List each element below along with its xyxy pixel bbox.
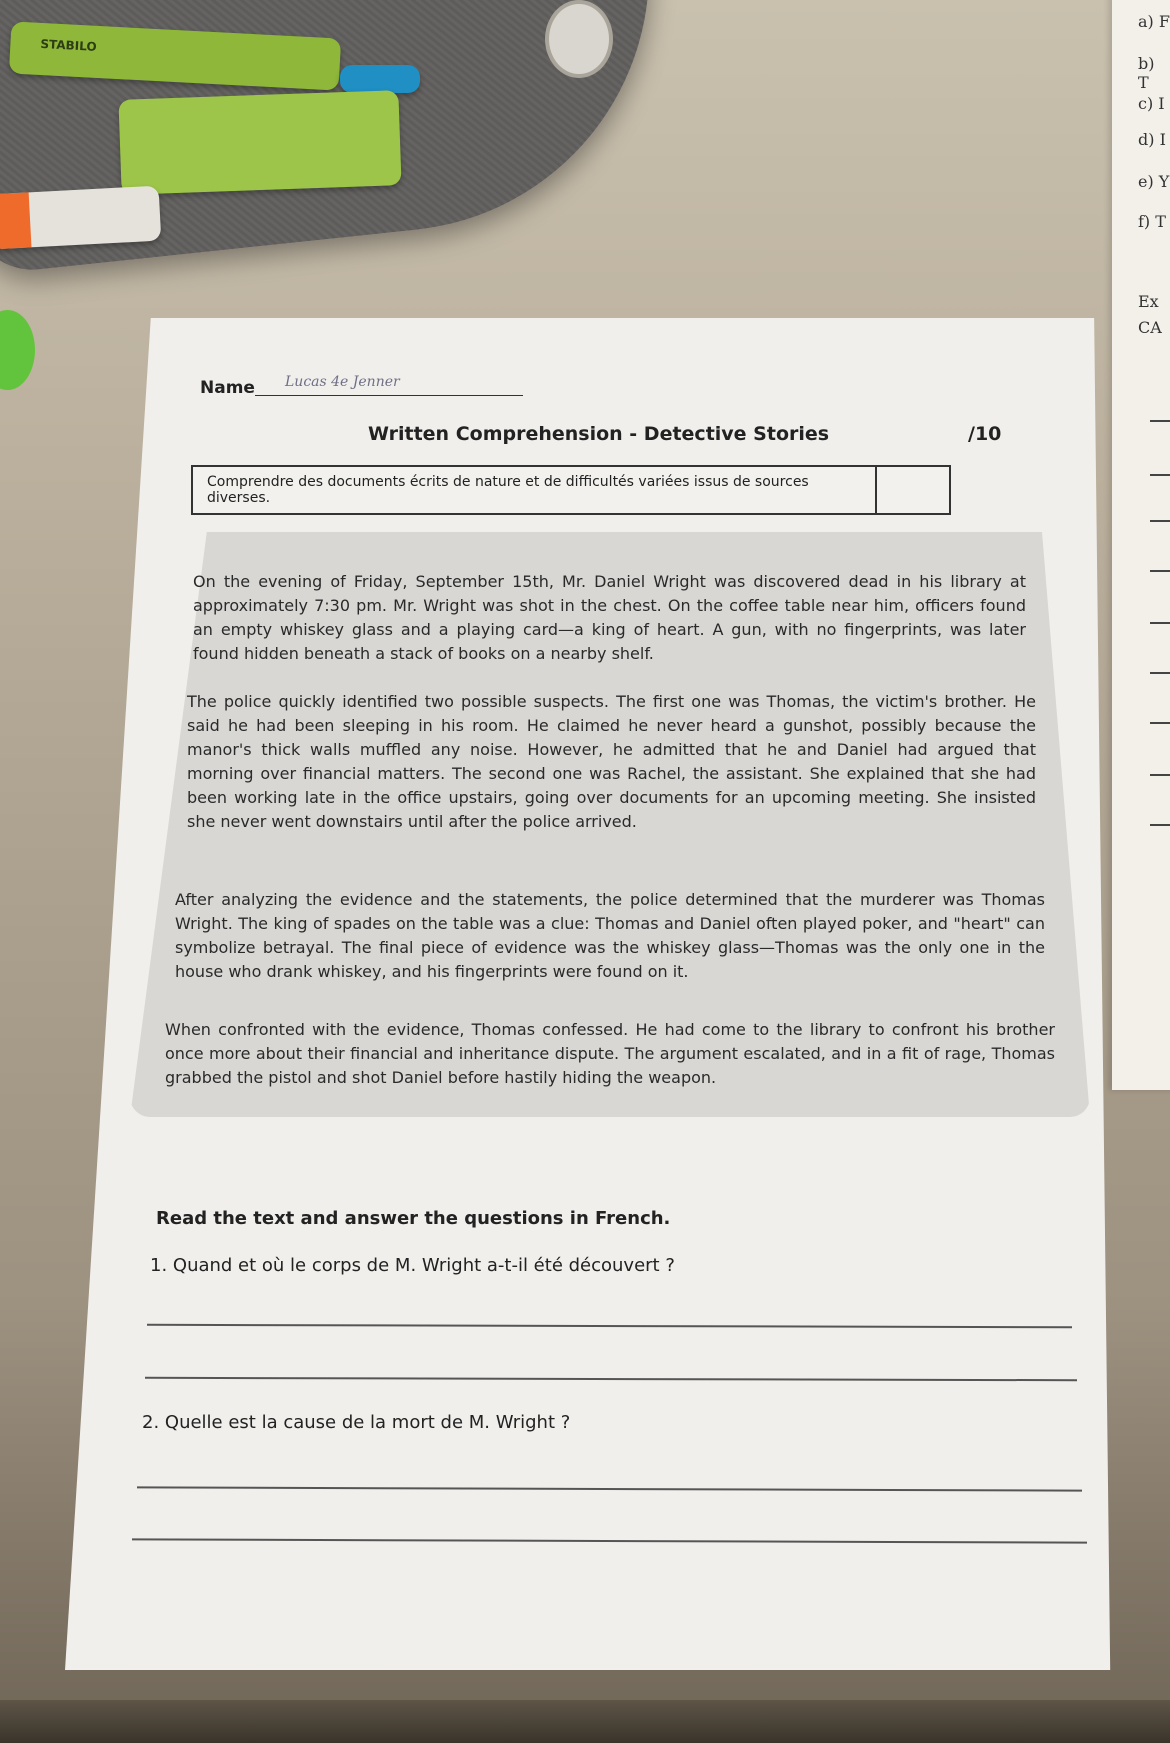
right-page-dash [1150, 520, 1170, 522]
green-marker [118, 90, 401, 195]
right-page-dash [1150, 474, 1170, 476]
instructions: Read the text and answer the questions in French. [156, 1208, 671, 1229]
right-page-letter: a) F [1138, 12, 1170, 31]
right-page-dash [1150, 622, 1170, 624]
right-page-letter: b) T [1138, 54, 1155, 92]
competence-box [191, 465, 951, 515]
story-paragraph: After analyzing the evidence and the statements, the police determined that the murderer was Thomas Wright. The king of spades on the table was a clue: Thomas and Daniel often played poker, and "heart" can symbolize betrayal. The final piece of evidence was the whiskey glass—Thomas was the only one in the house who drank whiskey, and his fingerprints were found on it. [175, 890, 1045, 981]
right-page-dash [1150, 824, 1170, 826]
right-page-dash [1150, 672, 1170, 674]
right-page-letter: c) I [1138, 94, 1165, 113]
glue-stick-cap [0, 192, 32, 249]
competence-score-cell [875, 467, 949, 513]
desk-edge [0, 1700, 1170, 1743]
right-page-letter: f) T [1138, 212, 1166, 231]
glue-stick [0, 186, 161, 250]
zipper-pull [545, 0, 613, 78]
story-paragraph: On the evening of Friday, September 15th, Mr. Daniel Wright was discovered dead in his library at approximately 7:30 pm. Mr. Wright was shot in the chest. On the coffee table near him, officers found an empty whiskey glass and a playing card—a king of heart. A gun, with no fingerprints, was later found hidden beneath a stack of books on a nearby shelf. [193, 572, 1026, 663]
name-handwriting: Lucas 4e Jenner [285, 374, 400, 390]
story-paragraph: The police quickly identified two possible suspects. The first one was Thomas, the victim's brother. He said he had been sleeping in his room. He claimed he never heard a gunshot, possibly because the manor's thick walls muffled any noise. However, he admitted that he and Daniel had argued that morning over financial matters. The second one was Rachel, the assistant. She explained that she had been working late in the office upstairs, going over documents for an upcoming meeting. She insisted she never went downstairs until after the police arrived. [187, 692, 1036, 831]
right-page [1112, 0, 1170, 1090]
question-2: 2. Quelle est la cause de la mort de M. Wright ? [142, 1412, 571, 1433]
right-page-dash [1150, 420, 1170, 422]
worksheet-title: Written Comprehension - Detective Stories [368, 423, 830, 445]
right-page-letter: e) Y [1138, 172, 1170, 191]
story-paragraph: When confronted with the evidence, Thomas confessed. He had come to the library to confront his brother once more about their financial and inheritance dispute. The argument escalated, and in a fit of rage, Thomas grabbed the pistol and shot Daniel before hastily hiding the weapon. [165, 1020, 1055, 1087]
right-page-letter: Ex [1138, 292, 1159, 311]
name-line [255, 395, 523, 396]
right-page-letter: d) I [1138, 130, 1166, 149]
right-page-letter: CA [1138, 318, 1162, 337]
question-1: 1. Quand et où le corps de M. Wright a-t-il été découvert ? [150, 1255, 675, 1276]
highlighter-brand: STABILO [40, 36, 97, 54]
score-label: /10 [968, 423, 1002, 445]
right-page-dash [1150, 722, 1170, 724]
right-page-dash [1150, 774, 1170, 776]
right-page-dash [1150, 570, 1170, 572]
name-label: Name [200, 378, 255, 398]
blue-pen [340, 65, 420, 93]
competence-text: Comprendre des documents écrits de nature et de difficultés variées issus de sources diverses. [207, 474, 809, 506]
